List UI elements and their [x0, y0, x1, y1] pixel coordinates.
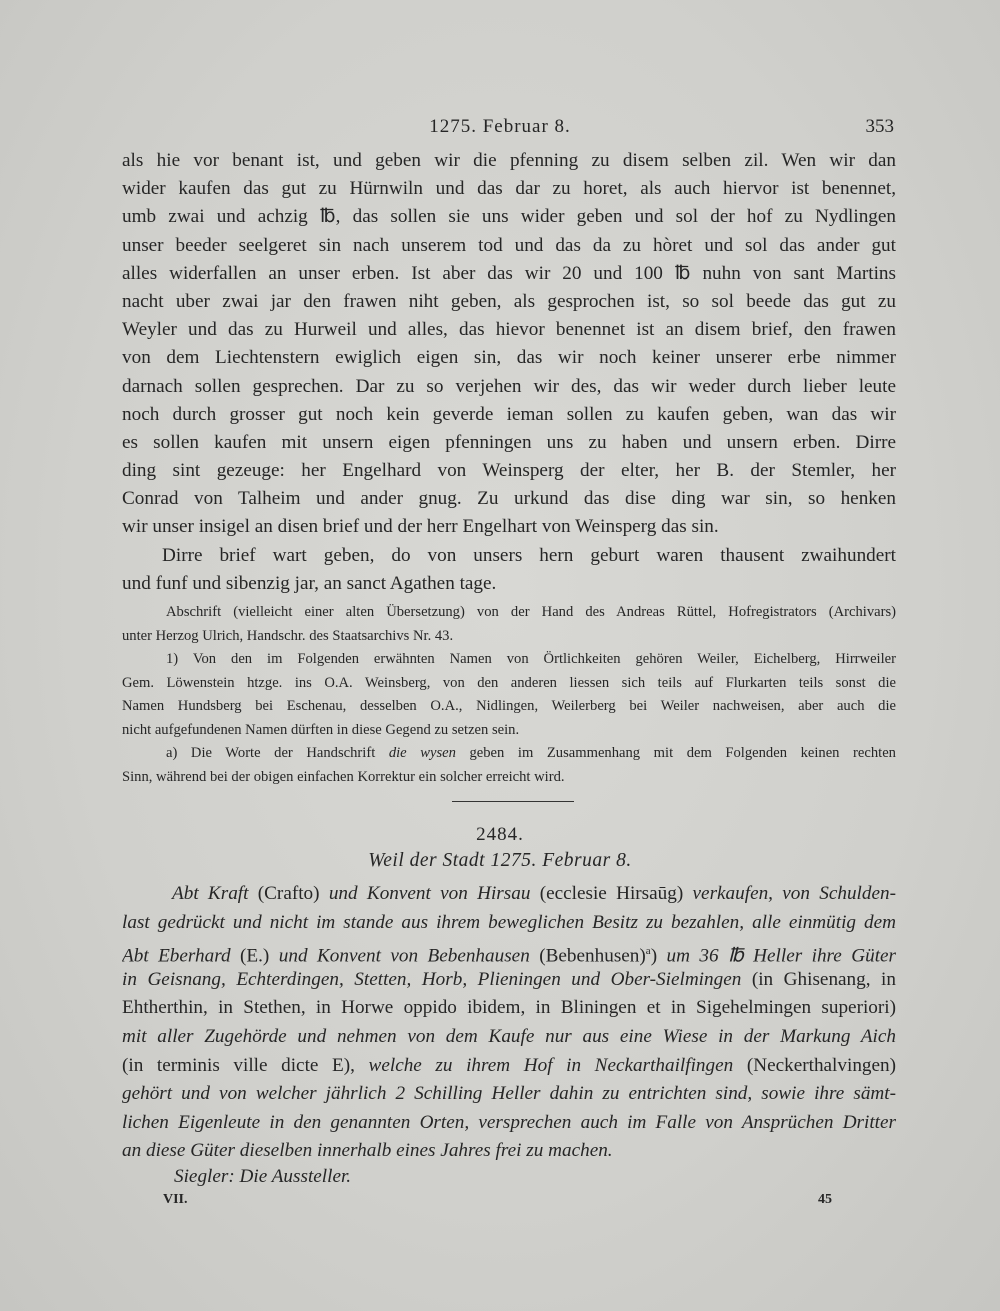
- regest-italic: und Konvent von Hirsau: [328, 883, 531, 904]
- dating-clause: und funf und sibenzig jar, an sanct Agathen tage.: [122, 572, 497, 594]
- text-line: von dem Liechtenstern ewiglich eigen sin, das wir noch keiner unserer erbe nimmer: [122, 347, 896, 369]
- footnote-1: Namen Hundsberg bei Eschenau, desselben O.A., Nidlingen, Weilerberg bei Weiler nachweisen, aber auch die: [122, 698, 896, 714]
- text-line: darnach sollen gesprechen. Dar zu so verjehen wir des, das wir weder durch lieber leute: [122, 375, 896, 397]
- regest-italic: gehört und von welcher jährlich 2 Schilling Heller dahin zu entrichten sind, sowie ihre sämt-: [122, 1083, 896, 1105]
- printer-signature: VII.: [163, 1192, 188, 1207]
- section-divider: [452, 801, 574, 802]
- regest-italic: um 36 ℔ Heller ihre Güter: [666, 945, 896, 966]
- source-note: Abschrift (vielleicht einer alten Übersetzung) von der Hand des Andreas Rüttel, Hofregistrators (Archivars): [166, 604, 896, 620]
- sigil-note: Siegler: Die Aussteller.: [174, 1166, 352, 1187]
- footnote-a-text: a) Die Worte der Handschrift: [166, 745, 389, 761]
- regest-italic: lichen Eigenleute in den genannten Orten, versprechen auch im Falle von Ansprüchen Dritter: [122, 1111, 896, 1133]
- footnote-a-text: geben im Zusammenhang mit dem Folgenden keinen rechten: [455, 745, 896, 761]
- text-line: alles widerfallen an unser erben. Ist aber das wir 20 und 100 ℔ nuhn von sant Martins: [122, 262, 896, 284]
- regest-roman: (Bebenhusen): [529, 945, 646, 966]
- regest-italic: in Geisnang, Echterdingen, Stetten, Horb, Plieningen und Ober-Sielmingen: [122, 968, 742, 990]
- text-line: ding sint gezeuge: her Engelhard von Weinsperg der elter, her B. der Stemler, her: [122, 460, 896, 482]
- regest-line: [122, 1109, 896, 1138]
- text-line: unser beeder seelgeret sin nach unserem tod und das da zu hòret und sol das ander gut: [122, 234, 896, 256]
- footnote-marker: a: [645, 945, 651, 958]
- footnote-a: [122, 742, 896, 766]
- regest-roman: (in Ghisenang, in: [741, 968, 896, 990]
- page-number: 353: [865, 116, 894, 137]
- text-line: Weyler und das zu Hurweil und alles, das hievor benennet ist an disem brief, den frawen: [122, 319, 896, 341]
- text-line: als hie vor benant ist, und geben wir die pfenning zu disem selben zil. Wen wir dan: [122, 150, 896, 171]
- editorial-notes: [122, 601, 896, 789]
- document-number: 2484.: [476, 824, 524, 845]
- footnote-1: nicht aufgefundenen Namen dürften in diese Gegend zu setzen sein.: [122, 721, 520, 738]
- footnote-1: 1) Von den im Folgenden erwähnten Namen von Örtlichkeiten gehören Weiler, Eichelberg, Hirrweiler: [166, 651, 896, 667]
- regest-line: [122, 1080, 896, 1109]
- text-line: umb zwai und achzig ℔, das sollen sie uns wider geben und sol der hof zu Nydlingen: [122, 206, 896, 228]
- regest-italic: verkaufen, von Schulden-: [692, 883, 896, 904]
- regest-line: [122, 1052, 896, 1081]
- regest-line: [122, 1023, 896, 1052]
- charter-text: [122, 147, 896, 598]
- regest-italic: mit aller Zugehörde und nehmen von dem Kaufe nur aus eine Wiese in der Markung Aich: [122, 1025, 896, 1047]
- regest-italic: Abt Eberhard: [122, 945, 231, 966]
- regest-italic: und Konvent von Bebenhausen: [278, 945, 530, 966]
- text-line: es sollen kaufen mit unsern eigen pfenningen uns zu haben und unsern erben. Dirre: [122, 431, 896, 453]
- regest-line: [122, 880, 896, 909]
- regest-line: Ehtherthin, in Stethen, in Horwe oppido ibidem, in Bliningen et in Sigehelmingen superiori): [122, 997, 896, 1019]
- dating-clause: Dirre brief wart geben, do von unsers hern geburt waren thausent zwaihundert: [162, 544, 896, 566]
- regest-italic: an diese Güter dieselben innerhalb eines Jahres frei zu machen.: [122, 1140, 613, 1162]
- text-line: Conrad von Talheim und ander gnug. Zu urkund das dise ding war sin, so henken: [122, 488, 896, 510]
- regest-line: [122, 966, 896, 995]
- regest-line: [122, 937, 896, 966]
- text-line: wider kaufen das gut zu Hürnwiln und das dar zu horet, als auch hiervor ist benennet,: [122, 178, 896, 200]
- regest-roman: ): [650, 945, 667, 966]
- regest-italic: last gedrückt und nicht im stande aus ihrem beweglichen Besitz zu bezahlen, alle einmütig dem: [122, 911, 896, 933]
- regest-roman: (ecclesie Hirsaūg): [530, 883, 693, 904]
- regest-line: [122, 909, 896, 938]
- source-note: unter Herzog Ulrich, Handschr. des Staatsarchivs Nr. 43.: [122, 627, 454, 644]
- regest-italic: welche zu ihrem Hof in Neckarthailfingen: [368, 1054, 734, 1076]
- regest-roman: (in terminis ville dicte E),: [122, 1054, 369, 1076]
- regest-roman: (Neckerthalvingen): [733, 1054, 896, 1076]
- running-head-title: 1275. Februar 8.: [429, 116, 571, 137]
- document-place-date: Weil der Stadt 1275. Februar 8.: [368, 850, 632, 871]
- text-line: nacht uber zwai jar den frawen niht geben, als gesprochen ist, so sol beede das gut zu: [122, 290, 896, 312]
- footnote-1: Gem. Löwenstein htzge. ins O.A. Weinsberg, von den anderen liessen sich teils auf Flurkarten teils sonst die: [122, 674, 896, 691]
- regest-roman: (E.): [230, 945, 279, 966]
- regest-roman: (Crafto): [248, 883, 329, 904]
- footnote-a-italic: die wysen: [388, 745, 456, 761]
- text-line: noch durch grosser gut noch kein geverde ieman sollen zu kaufen geben, wan das wir: [122, 403, 896, 425]
- regest-line: [122, 1137, 896, 1166]
- text-line: wir unser insigel an disen brief und der herr Engelhart von Weinsperg das sin.: [122, 516, 719, 538]
- running-head: [0, 116, 1000, 142]
- regest: [122, 880, 896, 1166]
- footnote-a: Sinn, während bei der obigen einfachen Korrektur ein solcher erreicht wird.: [122, 768, 565, 785]
- sheet-number: 45: [818, 1192, 832, 1207]
- regest-italic: Abt Kraft: [172, 883, 249, 904]
